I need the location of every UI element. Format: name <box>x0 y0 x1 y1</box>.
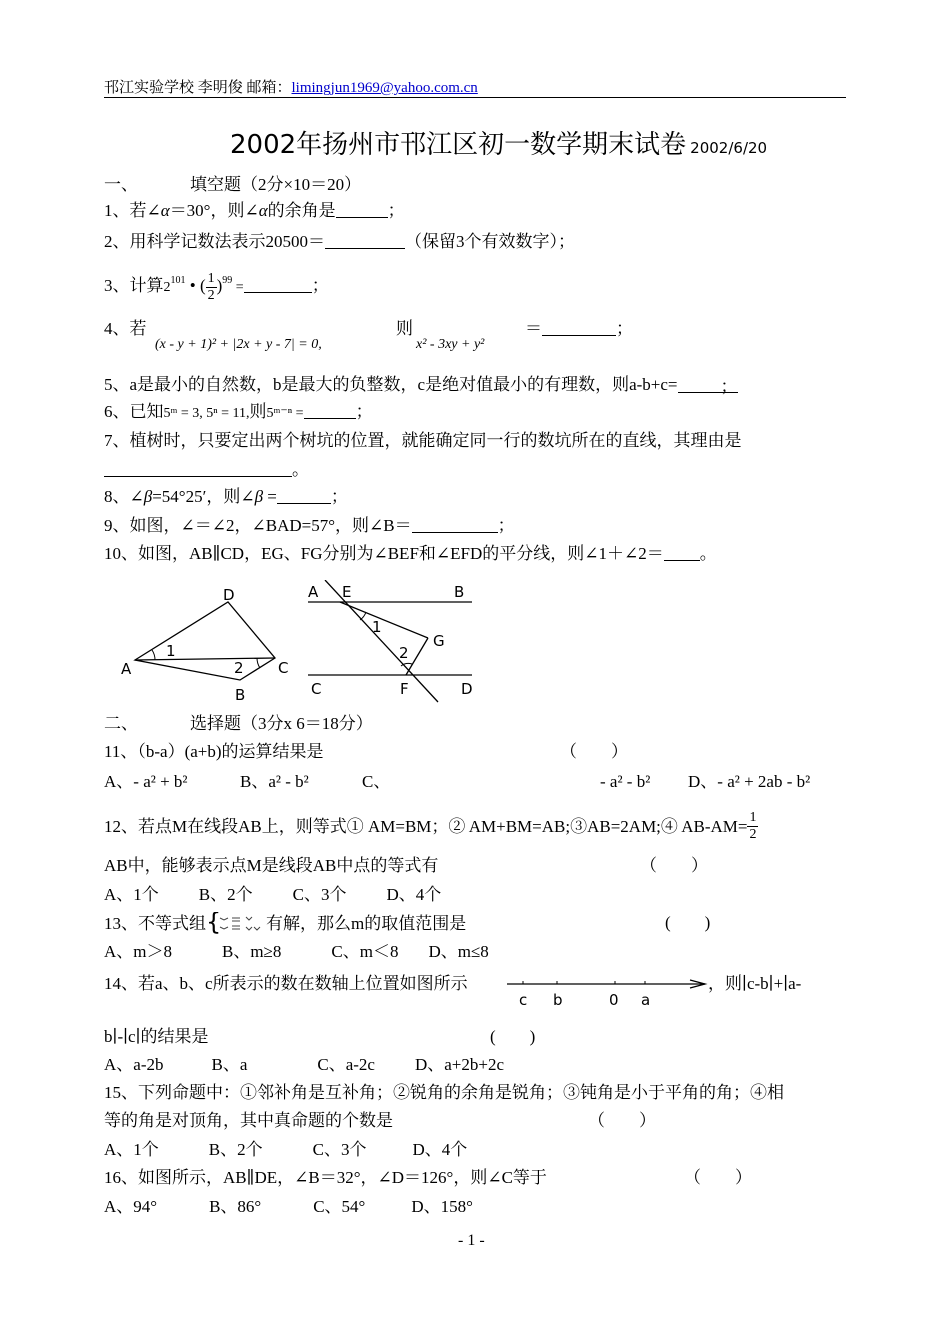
q8-text-b: =54°25′，则∠ <box>152 487 255 506</box>
q4-expression <box>155 332 322 356</box>
q13-paren: ( ) <box>665 913 711 932</box>
q16-option-a[interactable]: A、94° <box>104 1197 158 1216</box>
question-13 <box>104 912 466 935</box>
q14-option-c[interactable]: C、a-2c <box>317 1055 375 1074</box>
q9-text: 9、如图，∠＝∠2，∠BAD=57°，则∠B＝ <box>104 516 412 535</box>
section2-heading <box>104 713 373 735</box>
q3-frac-num: 1 <box>207 270 215 286</box>
fig2-label-g: G <box>433 632 445 650</box>
figure-q9 <box>121 586 288 704</box>
q13-options <box>104 941 489 963</box>
fig2-label-d: D <box>461 680 473 698</box>
q7-text: 7、植树时，只要定出两个树坑的位置，就能确定同一行的数坑所在的直线，其理由是 <box>104 431 742 450</box>
q15-option-d[interactable]: D、4个 <box>412 1140 468 1159</box>
q16-options <box>104 1196 473 1218</box>
q3-end: ； <box>311 276 329 295</box>
q6-text-a: 6、已知 <box>104 402 164 421</box>
fig2-label-b: B <box>454 583 465 601</box>
q1-text-d: ； <box>387 201 405 220</box>
q10-answer-blank[interactable] <box>664 544 700 561</box>
fig2-label-1: 1 <box>372 618 382 636</box>
q4-then <box>396 318 413 340</box>
q7-end: 。 <box>292 460 309 479</box>
q13-option-b[interactable]: B、m≥8 <box>222 942 282 961</box>
question-12-line2 <box>104 855 438 877</box>
q12-paren: （ ） <box>640 856 708 875</box>
q2-text-a: 2、用科学记数法表示20500＝ <box>104 232 325 251</box>
q12-text2: AB中，能够表示点M是线段AB中点的等式有 <box>104 856 439 875</box>
title-main: 2002年扬州市邗江区初一数学期末试卷 <box>230 130 687 160</box>
q16-paren: （ ） <box>684 1168 752 1187</box>
q4-expression-2 <box>416 332 484 356</box>
q15-options <box>104 1139 467 1161</box>
axis-label-0: 0 <box>609 991 619 1009</box>
question-9 <box>104 515 515 537</box>
alpha-symbol-2: α <box>258 201 268 220</box>
question-3 <box>104 270 329 304</box>
q15-option-a[interactable]: A、1个 <box>104 1140 159 1159</box>
q1-text-b: ＝30°，则∠ <box>169 201 259 220</box>
q1-text-c: 的余角是 <box>267 201 336 220</box>
q16-option-c[interactable]: C、54° <box>313 1197 366 1216</box>
axis-label-b: b <box>553 991 563 1009</box>
q13-answer-paren[interactable] <box>665 912 710 934</box>
q12-option-c[interactable]: C、3个 <box>292 885 347 904</box>
section1-heading <box>104 174 361 196</box>
q6-answer-blank[interactable] <box>304 402 356 419</box>
q3-close: ) <box>216 276 223 295</box>
q7-answer-blank[interactable] <box>104 460 292 477</box>
fig2-label-2: 2 <box>399 644 409 662</box>
q11-option-c-expr <box>600 771 650 793</box>
q9-answer-blank[interactable] <box>412 516 498 533</box>
q14-text-b-line <box>708 973 801 995</box>
q15-text-a: 15、下列命题中：①邻补角是互补角；②锐角的余角是锐角；③钝角是小于平角的角；④相 <box>104 1083 784 1102</box>
section2-num: 二、 <box>104 714 138 733</box>
q14-text-c: b∣-∣c∣的结果是 <box>104 1027 209 1046</box>
q13-option-a[interactable]: A、m＞8 <box>104 942 172 961</box>
q16-answer-paren[interactable] <box>684 1167 752 1189</box>
fig2-label-c: C <box>311 680 322 698</box>
q4-end: ； <box>616 319 633 338</box>
svg-text:{: { <box>206 912 222 934</box>
q11-text: 11、（b-a）(a+b)的运算结果是 <box>104 742 324 761</box>
q11-option-d[interactable] <box>688 771 810 793</box>
q15-answer-paren[interactable] <box>588 1110 656 1132</box>
q14-options <box>104 1054 504 1076</box>
q8-text-c: = <box>263 487 277 506</box>
question-12 <box>104 810 758 843</box>
q12-option-d[interactable]: D、4个 <box>386 885 442 904</box>
q3-fraction <box>206 271 217 304</box>
fig2-label-f: F <box>400 680 409 698</box>
question-5 <box>104 374 738 396</box>
q14-paren: ( ) <box>490 1027 536 1046</box>
alpha-symbol: α <box>160 201 170 220</box>
axis-label-c: c <box>519 991 528 1009</box>
q1-answer-blank[interactable] <box>336 201 388 218</box>
q16-option-b[interactable]: B、86° <box>209 1197 262 1216</box>
beta-symbol: β <box>143 487 153 506</box>
figures-q9-q10 <box>110 580 490 705</box>
fig1-label-c: C <box>278 659 289 677</box>
q12-frac-den: 2 <box>749 827 757 842</box>
q12-options <box>104 884 441 906</box>
q8-end: ； <box>330 487 348 506</box>
q11-b: B、a² - b² <box>240 772 309 791</box>
q3-dot: • ( <box>185 276 206 295</box>
q12-option-a[interactable]: A、1个 <box>104 885 159 904</box>
question-15-line2 <box>104 1110 393 1132</box>
q3-text-a: 3、计算 <box>104 276 164 295</box>
q3-eq: = <box>232 280 244 295</box>
q13-text-a: 13、不等式组 <box>104 914 206 933</box>
q8-answer-blank[interactable] <box>277 487 331 504</box>
fig1-label-2: 2 <box>234 659 244 677</box>
question-15 <box>104 1082 784 1104</box>
q14-option-b[interactable]: B、a <box>211 1055 248 1074</box>
q14-option-a[interactable]: A、a-2b <box>104 1055 164 1074</box>
question-7 <box>104 430 742 452</box>
question-7-answer <box>104 459 309 481</box>
fig1-label-b: B <box>235 686 246 704</box>
section2-label: 选择题（3分x 6＝18分） <box>190 714 373 733</box>
q13-inequality-system <box>206 912 266 934</box>
q12-answer-paren[interactable] <box>640 855 708 877</box>
q3-base: 2 <box>163 280 171 295</box>
q4-expr2: x² - 3xy + y² <box>416 337 485 352</box>
q14-number-line <box>505 968 710 1010</box>
question-11 <box>104 741 324 763</box>
q3-exp2: 99 <box>222 275 233 286</box>
q2-answer-blank[interactable] <box>325 232 405 249</box>
question-8 <box>104 486 348 508</box>
q11-d: D、- a² + 2ab - b² <box>688 772 811 791</box>
figure-q10 <box>308 580 473 702</box>
q3-exp: 101 <box>170 275 186 286</box>
q12-frac-num: 1 <box>749 810 757 825</box>
q15-option-c[interactable]: C、3个 <box>312 1140 367 1159</box>
question-2 <box>104 231 575 253</box>
q8-text-a: 8、∠ <box>104 487 144 506</box>
q12-text: 12、若点M在线段AB上，则等式① AM=BM；② AM+BM=AB;③AB=2AM;④ AB-AM= <box>104 817 748 836</box>
q11-option-b[interactable] <box>240 771 309 793</box>
q5-end: ； <box>720 377 738 396</box>
q11-c: C、 <box>362 772 391 791</box>
fig1-label-1: 1 <box>166 642 176 660</box>
header-email-link[interactable]: limingjun1969@yahoo.com.cn <box>291 80 478 96</box>
q4-answer-blank[interactable] <box>542 319 616 336</box>
q14-text-b: ，则∣c-b∣+∣a- <box>708 974 802 993</box>
q4-text-a: 4、若 <box>104 319 147 338</box>
page-header <box>104 76 478 97</box>
q10-end: 。 <box>699 544 717 563</box>
q14-text-a: 14、若a、b、c所表示的数在数轴上位置如图所示 <box>104 974 468 993</box>
page-number: - 1 - <box>458 1232 485 1249</box>
q15-option-b[interactable]: B、2个 <box>208 1140 263 1159</box>
fig2-label-a: A <box>308 583 319 601</box>
q3-answer-blank[interactable] <box>244 276 312 293</box>
q12-option-b[interactable]: B、2个 <box>198 885 253 904</box>
question-1 <box>104 200 405 222</box>
q3-frac-den: 2 <box>207 287 215 303</box>
q5-answer-blank[interactable] <box>678 376 738 396</box>
q9-end: ； <box>497 516 515 535</box>
question-4 <box>104 318 147 340</box>
fig1-label-d: D <box>223 586 235 604</box>
fig2-label-e: E <box>342 583 352 601</box>
q4-eq: ＝ <box>525 319 542 338</box>
q4-answer <box>525 318 633 340</box>
fig1-label-a: A <box>121 660 132 678</box>
q11-option-c[interactable] <box>362 771 390 793</box>
header-rule <box>104 97 846 98</box>
section1-label: 填空题（2分×10＝20） <box>190 175 362 194</box>
q6-expr: 5ᵐ = 3, 5ⁿ = 11, <box>163 406 250 421</box>
axis-label-a: a <box>641 991 651 1009</box>
q13-option-c[interactable]: C、m＜8 <box>331 942 399 961</box>
title-date: 2002/6/20 <box>690 139 768 157</box>
question-10 <box>104 543 717 565</box>
q10-text: 10、如图，AB∥CD，EG、FG分别为∠BEF和∠EFD的平分线，则∠1＋∠2＝ <box>104 544 664 563</box>
q11-answer-paren[interactable] <box>560 741 628 763</box>
q4-expr: (x - y + 1)² + |2x + y - 7| = 0, <box>155 337 322 352</box>
section1-num: 一、 <box>104 175 138 194</box>
q5-text: 5、a是最小的自然数，b是最大的负整数，c是绝对值最小的有理数，则a-b+c= <box>104 375 678 394</box>
q11-c2: - a² - b² <box>600 772 651 791</box>
q12-fraction <box>747 810 758 843</box>
header-school: 邗江实验学校 李明俊 邮箱： <box>104 80 292 96</box>
q15-paren: （ ） <box>588 1111 656 1130</box>
q11-paren: （ ） <box>560 742 628 761</box>
q16-option-d[interactable]: D、158° <box>411 1197 473 1216</box>
q6-end: ； <box>355 402 373 421</box>
q14-option-d[interactable]: D、a+2b+2c <box>414 1055 505 1074</box>
q1-text-a: 1、若∠ <box>104 201 161 220</box>
question-6 <box>104 401 373 425</box>
q11-a: A、- a² + b² <box>104 772 188 791</box>
q14-answer-paren[interactable] <box>490 1026 535 1048</box>
q16-text-a: 16、如图所示，AB∥DE，∠B＝32°，∠D＝126°，则∠C等于 <box>104 1168 547 1187</box>
q13-option-d[interactable]: D、m≤8 <box>428 942 489 961</box>
q13-text-b: 有解，那么m的取值范围是 <box>266 914 467 933</box>
question-14-line2 <box>104 1026 209 1048</box>
q6-then: 则 <box>249 402 267 421</box>
q11-option-a[interactable] <box>104 771 188 793</box>
q4-then-text: 则 <box>396 319 413 338</box>
question-14 <box>104 973 468 995</box>
question-16 <box>104 1167 547 1189</box>
q15-text-b: 等的角是对顶角，其中真命题的个数是 <box>104 1111 393 1130</box>
page-title <box>230 124 767 161</box>
q6-expr2: 5ᵐ⁻ⁿ = <box>266 406 304 421</box>
q2-text-b: （保留3个有效数字）； <box>405 232 575 251</box>
beta-symbol-2: β <box>254 487 264 506</box>
